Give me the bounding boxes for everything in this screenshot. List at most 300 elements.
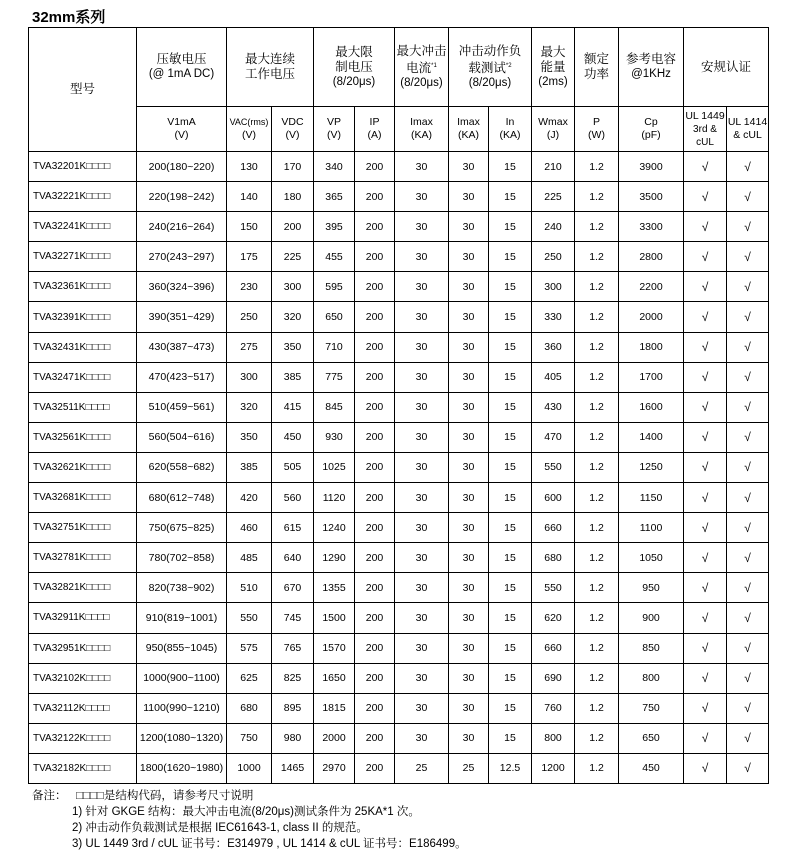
cell-cp: 1100 xyxy=(619,513,684,543)
cell-vac: 625 xyxy=(227,663,272,693)
cell-wmax: 210 xyxy=(532,152,575,182)
cell-imax: 30 xyxy=(395,242,449,272)
cell-wmax: 430 xyxy=(532,392,575,422)
cell-ul1414: √ xyxy=(727,693,769,723)
header-max-energy: 最大能量 (2ms) xyxy=(532,28,575,107)
cell-vp: 710 xyxy=(314,332,355,362)
cell-vdc: 670 xyxy=(272,573,314,603)
cell-ul1449: √ xyxy=(684,483,727,513)
cell-in: 15 xyxy=(489,272,532,302)
cell-ip: 200 xyxy=(355,573,395,603)
cell-ip: 200 xyxy=(355,753,395,783)
cell-p: 1.2 xyxy=(575,452,619,482)
cell-vp: 1815 xyxy=(314,693,355,723)
cell-imax-impulse: 30 xyxy=(449,392,489,422)
cell-in: 15 xyxy=(489,242,532,272)
cell-wmax: 330 xyxy=(532,302,575,332)
cell-vdc: 415 xyxy=(272,392,314,422)
cell-wmax: 405 xyxy=(532,362,575,392)
cell-in: 15 xyxy=(489,452,532,482)
cell-in: 15 xyxy=(489,362,532,392)
cell-cp: 2000 xyxy=(619,302,684,332)
table-row xyxy=(29,633,769,663)
cell-varistor-voltage: 1800(1620~1980) xyxy=(137,753,227,783)
cell-ul1414: √ xyxy=(727,663,769,693)
cell-vac: 510 xyxy=(227,573,272,603)
table-row xyxy=(29,392,769,422)
cell-ul1414: √ xyxy=(727,753,769,783)
cell-imax: 30 xyxy=(395,452,449,482)
cell-varistor-voltage: 390(351~429) xyxy=(137,302,227,332)
cell-vdc: 640 xyxy=(272,543,314,573)
cell-varistor-voltage: 680(612~748) xyxy=(137,483,227,513)
subheader-ul1414: UL 1414 & cUL xyxy=(727,107,769,152)
table-row xyxy=(29,242,769,272)
subheader-imax: Imax (KA) xyxy=(395,107,449,152)
cell-vac: 350 xyxy=(227,422,272,452)
cell-ul1449: √ xyxy=(684,422,727,452)
cell-wmax: 250 xyxy=(532,242,575,272)
cell-cp: 3900 xyxy=(619,152,684,182)
header-max-continuous-voltage: 最大连续工作电压 xyxy=(227,28,314,107)
cell-vac: 320 xyxy=(227,392,272,422)
page-title: 32mm系列 xyxy=(32,9,106,26)
table-row xyxy=(29,543,769,573)
cell-vp: 595 xyxy=(314,272,355,302)
cell-vac: 300 xyxy=(227,362,272,392)
cell-cp: 1800 xyxy=(619,332,684,362)
cell-vp: 775 xyxy=(314,362,355,392)
notes-line-0: 备注： □□□□是结构代码，请参考尺寸说明 xyxy=(32,790,254,802)
cell-cp: 900 xyxy=(619,603,684,633)
table-row xyxy=(29,212,769,242)
cell-imax: 30 xyxy=(395,362,449,392)
subheader-ul1449: UL 1449 3rd & cUL xyxy=(684,107,727,152)
spec-table xyxy=(28,27,769,784)
cell-imax: 30 xyxy=(395,603,449,633)
cell-vdc: 320 xyxy=(272,302,314,332)
header-max-surge-current: 最大冲击电流$^{*1}$ (8/20μs) xyxy=(395,28,449,107)
cell-imax-impulse: 30 xyxy=(449,212,489,242)
cell-vac: 1000 xyxy=(227,753,272,783)
cell-cp: 3500 xyxy=(619,182,684,212)
cell-ul1449: √ xyxy=(684,212,727,242)
cell-p: 1.2 xyxy=(575,483,619,513)
cell-varistor-voltage: 510(459~561) xyxy=(137,392,227,422)
cell-varistor-voltage: 200(180~220) xyxy=(137,152,227,182)
cell-imax-impulse: 30 xyxy=(449,663,489,693)
cell-vdc: 825 xyxy=(272,663,314,693)
cell-ul1449: √ xyxy=(684,362,727,392)
table-row xyxy=(29,452,769,482)
cell-vdc: 765 xyxy=(272,633,314,663)
cell-ul1414: √ xyxy=(727,633,769,663)
cell-p: 1.2 xyxy=(575,633,619,663)
cell-vac: 175 xyxy=(227,242,272,272)
cell-imax: 30 xyxy=(395,663,449,693)
cell-imax: 30 xyxy=(395,272,449,302)
subheader-vdc: VDC (V) xyxy=(272,107,314,152)
cell-imax-impulse: 30 xyxy=(449,362,489,392)
cell-vac: 485 xyxy=(227,543,272,573)
cell-ul1449: √ xyxy=(684,573,727,603)
cell-imax: 30 xyxy=(395,633,449,663)
cell-ul1414: √ xyxy=(727,513,769,543)
cell-ip: 200 xyxy=(355,332,395,362)
cell-varistor-voltage: 560(504~616) xyxy=(137,422,227,452)
cell-ip: 200 xyxy=(355,422,395,452)
cell-cp: 2800 xyxy=(619,242,684,272)
cell-ul1449: √ xyxy=(684,513,727,543)
subheader-wmax: Wmax (J) xyxy=(532,107,575,152)
cell-model: TVA32361K□□□□ xyxy=(29,272,137,302)
cell-cp: 1700 xyxy=(619,362,684,392)
cell-ul1414: √ xyxy=(727,332,769,362)
cell-model: TVA32511K□□□□ xyxy=(29,392,137,422)
cell-vp: 395 xyxy=(314,212,355,242)
cell-vp: 1120 xyxy=(314,483,355,513)
cell-ip: 200 xyxy=(355,452,395,482)
cell-ul1414: √ xyxy=(727,152,769,182)
cell-in: 15 xyxy=(489,422,532,452)
cell-ul1414: √ xyxy=(727,302,769,332)
cell-wmax: 225 xyxy=(532,182,575,212)
cell-imax: 30 xyxy=(395,483,449,513)
cell-model: TVA32221K□□□□ xyxy=(29,182,137,212)
cell-wmax: 660 xyxy=(532,633,575,663)
subheader-cp: Cp (pF) xyxy=(619,107,684,152)
cell-model: TVA32781K□□□□ xyxy=(29,543,137,573)
cell-vac: 385 xyxy=(227,452,272,482)
table-row xyxy=(29,182,769,212)
subheader-in: In (KA) xyxy=(489,107,532,152)
cell-vac: 420 xyxy=(227,483,272,513)
cell-vdc: 450 xyxy=(272,422,314,452)
cell-in: 15 xyxy=(489,603,532,633)
cell-vdc: 560 xyxy=(272,483,314,513)
cell-vp: 1500 xyxy=(314,603,355,633)
subheader-vac: VAC(rms) (V) xyxy=(227,107,272,152)
cell-vdc: 200 xyxy=(272,212,314,242)
cell-imax: 25 xyxy=(395,753,449,783)
cell-imax-impulse: 30 xyxy=(449,332,489,362)
cell-ip: 200 xyxy=(355,302,395,332)
table-row xyxy=(29,663,769,693)
cell-cp: 1600 xyxy=(619,392,684,422)
cell-vdc: 895 xyxy=(272,693,314,723)
cell-ul1414: √ xyxy=(727,483,769,513)
cell-imax-impulse: 30 xyxy=(449,633,489,663)
cell-imax-impulse: 30 xyxy=(449,693,489,723)
cell-vac: 130 xyxy=(227,152,272,182)
cell-vp: 340 xyxy=(314,152,355,182)
notes-line-1: 1) 针对 GKGE 结构：最大冲击电流(8/20μs)测试条件为 25KA*1 次。 xyxy=(72,806,420,818)
cell-cp: 1400 xyxy=(619,422,684,452)
cell-vp: 650 xyxy=(314,302,355,332)
cell-p: 1.2 xyxy=(575,272,619,302)
cell-in: 15 xyxy=(489,332,532,362)
table-row xyxy=(29,362,769,392)
cell-varistor-voltage: 620(558~682) xyxy=(137,452,227,482)
cell-varistor-voltage: 270(243~297) xyxy=(137,242,227,272)
cell-wmax: 360 xyxy=(532,332,575,362)
cell-ul1449: √ xyxy=(684,693,727,723)
cell-model: TVA32431K□□□□ xyxy=(29,332,137,362)
cell-p: 1.2 xyxy=(575,573,619,603)
cell-ul1449: √ xyxy=(684,723,727,753)
cell-ip: 200 xyxy=(355,513,395,543)
cell-in: 12.5 xyxy=(489,753,532,783)
cell-p: 1.2 xyxy=(575,392,619,422)
cell-model: TVA32621K□□□□ xyxy=(29,452,137,482)
cell-imax: 30 xyxy=(395,212,449,242)
cell-imax: 30 xyxy=(395,723,449,753)
cell-ul1414: √ xyxy=(727,723,769,753)
cell-imax: 30 xyxy=(395,392,449,422)
cell-ul1414: √ xyxy=(727,362,769,392)
header-capacitance: 参考电容 @1KHz xyxy=(619,28,684,107)
cell-imax: 30 xyxy=(395,332,449,362)
cell-ul1449: √ xyxy=(684,182,727,212)
cell-varistor-voltage: 430(387~473) xyxy=(137,332,227,362)
cell-model: TVA32122K□□□□ xyxy=(29,723,137,753)
cell-p: 1.2 xyxy=(575,663,619,693)
cell-ip: 200 xyxy=(355,242,395,272)
cell-model: TVA32241K□□□□ xyxy=(29,212,137,242)
cell-varistor-voltage: 750(675~825) xyxy=(137,513,227,543)
cell-p: 1.2 xyxy=(575,302,619,332)
cell-ip: 200 xyxy=(355,272,395,302)
cell-in: 15 xyxy=(489,693,532,723)
subheader-ip: IP (A) xyxy=(355,107,395,152)
cell-imax-impulse: 30 xyxy=(449,152,489,182)
subheader-vp: VP (V) xyxy=(314,107,355,152)
cell-p: 1.2 xyxy=(575,753,619,783)
cell-model: TVA32182K□□□□ xyxy=(29,753,137,783)
cell-ip: 200 xyxy=(355,663,395,693)
table-row xyxy=(29,332,769,362)
cell-imax-impulse: 30 xyxy=(449,422,489,452)
cell-vp: 1355 xyxy=(314,573,355,603)
cell-cp: 950 xyxy=(619,573,684,603)
cell-ul1414: √ xyxy=(727,543,769,573)
cell-vdc: 615 xyxy=(272,513,314,543)
cell-in: 15 xyxy=(489,302,532,332)
cell-vp: 1650 xyxy=(314,663,355,693)
cell-vp: 2000 xyxy=(314,723,355,753)
cell-in: 15 xyxy=(489,633,532,663)
cell-p: 1.2 xyxy=(575,212,619,242)
cell-imax-impulse: 30 xyxy=(449,452,489,482)
table-row xyxy=(29,723,769,753)
cell-ip: 200 xyxy=(355,543,395,573)
cell-model: TVA32102K□□□□ xyxy=(29,663,137,693)
cell-imax-impulse: 30 xyxy=(449,182,489,212)
cell-wmax: 240 xyxy=(532,212,575,242)
cell-imax: 30 xyxy=(395,422,449,452)
table-body xyxy=(29,152,769,784)
table-row xyxy=(29,513,769,543)
cell-p: 1.2 xyxy=(575,422,619,452)
cell-cp: 2200 xyxy=(619,272,684,302)
cell-varistor-voltage: 470(423~517) xyxy=(137,362,227,392)
cell-p: 1.2 xyxy=(575,513,619,543)
cell-wmax: 800 xyxy=(532,723,575,753)
cell-ip: 200 xyxy=(355,362,395,392)
cell-ul1414: √ xyxy=(727,392,769,422)
cell-model: TVA32471K□□□□ xyxy=(29,362,137,392)
cell-varistor-voltage: 1200(1080~1320) xyxy=(137,723,227,753)
cell-in: 15 xyxy=(489,663,532,693)
cell-in: 15 xyxy=(489,483,532,513)
cell-imax: 30 xyxy=(395,543,449,573)
cell-imax-impulse: 30 xyxy=(449,302,489,332)
header-rated-power: 额定功率 xyxy=(575,28,619,107)
cell-imax-impulse: 30 xyxy=(449,543,489,573)
cell-varistor-voltage: 910(819~1001) xyxy=(137,603,227,633)
cell-ul1449: √ xyxy=(684,272,727,302)
cell-model: TVA32951K□□□□ xyxy=(29,633,137,663)
cell-p: 1.2 xyxy=(575,723,619,753)
cell-ul1449: √ xyxy=(684,452,727,482)
cell-model: TVA32911K□□□□ xyxy=(29,603,137,633)
cell-in: 15 xyxy=(489,212,532,242)
cell-imax-impulse: 30 xyxy=(449,483,489,513)
cell-in: 15 xyxy=(489,513,532,543)
cell-ul1449: √ xyxy=(684,663,727,693)
cell-cp: 3300 xyxy=(619,212,684,242)
cell-vdc: 170 xyxy=(272,152,314,182)
header-safety: 安规认证 xyxy=(684,28,769,107)
cell-wmax: 600 xyxy=(532,483,575,513)
cell-varistor-voltage: 950(855~1045) xyxy=(137,633,227,663)
cell-imax-impulse: 30 xyxy=(449,723,489,753)
cell-vdc: 505 xyxy=(272,452,314,482)
cell-ul1414: √ xyxy=(727,573,769,603)
table-row xyxy=(29,753,769,783)
cell-ul1414: √ xyxy=(727,242,769,272)
table-row xyxy=(29,422,769,452)
cell-vdc: 300 xyxy=(272,272,314,302)
cell-p: 1.2 xyxy=(575,543,619,573)
cell-p: 1.2 xyxy=(575,182,619,212)
cell-ul1414: √ xyxy=(727,603,769,633)
cell-cp: 800 xyxy=(619,663,684,693)
cell-vac: 460 xyxy=(227,513,272,543)
cell-cp: 1050 xyxy=(619,543,684,573)
cell-ul1449: √ xyxy=(684,152,727,182)
cell-ip: 200 xyxy=(355,392,395,422)
table-row xyxy=(29,603,769,633)
cell-vp: 1290 xyxy=(314,543,355,573)
cell-ul1449: √ xyxy=(684,603,727,633)
cell-varistor-voltage: 820(738~902) xyxy=(137,573,227,603)
cell-model: TVA32751K□□□□ xyxy=(29,513,137,543)
cell-imax: 30 xyxy=(395,573,449,603)
cell-varistor-voltage: 1100(990~1210) xyxy=(137,693,227,723)
cell-ul1449: √ xyxy=(684,242,727,272)
cell-ul1449: √ xyxy=(684,332,727,362)
cell-vdc: 745 xyxy=(272,603,314,633)
header-varistor-voltage: 压敏电压 (@ 1mA DC) xyxy=(137,28,227,107)
cell-vp: 455 xyxy=(314,242,355,272)
cell-imax-impulse: 30 xyxy=(449,242,489,272)
cell-in: 15 xyxy=(489,543,532,573)
cell-cp: 850 xyxy=(619,633,684,663)
cell-ip: 200 xyxy=(355,152,395,182)
cell-ul1449: √ xyxy=(684,753,727,783)
cell-vac: 680 xyxy=(227,693,272,723)
cell-ip: 200 xyxy=(355,723,395,753)
cell-vp: 1025 xyxy=(314,452,355,482)
cell-imax: 30 xyxy=(395,302,449,332)
cell-in: 15 xyxy=(489,573,532,603)
cell-ul1449: √ xyxy=(684,633,727,663)
cell-model: TVA32821K□□□□ xyxy=(29,573,137,603)
cell-wmax: 690 xyxy=(532,663,575,693)
cell-wmax: 470 xyxy=(532,422,575,452)
cell-vp: 1240 xyxy=(314,513,355,543)
cell-wmax: 300 xyxy=(532,272,575,302)
cell-varistor-voltage: 780(702~858) xyxy=(137,543,227,573)
cell-ip: 200 xyxy=(355,212,395,242)
cell-wmax: 760 xyxy=(532,693,575,723)
table-row xyxy=(29,573,769,603)
cell-model: TVA32681K□□□□ xyxy=(29,483,137,513)
cell-p: 1.2 xyxy=(575,693,619,723)
cell-model: TVA32271K□□□□ xyxy=(29,242,137,272)
cell-imax-impulse: 30 xyxy=(449,573,489,603)
cell-ul1449: √ xyxy=(684,302,727,332)
subheader-v1ma: V1mA (V) xyxy=(137,107,227,152)
cell-ip: 200 xyxy=(355,483,395,513)
cell-ul1449: √ xyxy=(684,543,727,573)
cell-vac: 575 xyxy=(227,633,272,663)
cell-wmax: 550 xyxy=(532,452,575,482)
cell-in: 15 xyxy=(489,152,532,182)
header-max-clamping-voltage: 最大限制电压 (8/20μs) xyxy=(314,28,395,107)
cell-p: 1.2 xyxy=(575,362,619,392)
cell-ul1414: √ xyxy=(727,272,769,302)
cell-model: TVA32201K□□□□ xyxy=(29,152,137,182)
cell-vac: 550 xyxy=(227,603,272,633)
notes-line-2: 2) 冲击动作负载测试是根据 IEC61643-1, class II 的规范。 xyxy=(72,822,368,834)
cell-imax-impulse: 30 xyxy=(449,272,489,302)
cell-vdc: 225 xyxy=(272,242,314,272)
cell-in: 15 xyxy=(489,723,532,753)
cell-wmax: 620 xyxy=(532,603,575,633)
cell-ul1414: √ xyxy=(727,452,769,482)
header-impulse-test: 冲击动作负载测试$^{*2}$ (8/20μs) xyxy=(449,28,532,107)
table-row xyxy=(29,152,769,182)
cell-ip: 200 xyxy=(355,693,395,723)
cell-cp: 450 xyxy=(619,753,684,783)
cell-vac: 750 xyxy=(227,723,272,753)
cell-vp: 365 xyxy=(314,182,355,212)
cell-ul1449: √ xyxy=(684,392,727,422)
cell-vdc: 180 xyxy=(272,182,314,212)
cell-model: TVA32391K□□□□ xyxy=(29,302,137,332)
cell-varistor-voltage: 1000(900~1100) xyxy=(137,663,227,693)
cell-varistor-voltage: 220(198~242) xyxy=(137,182,227,212)
cell-varistor-voltage: 240(216~264) xyxy=(137,212,227,242)
header-model: 型号 xyxy=(29,28,137,152)
cell-ip: 200 xyxy=(355,603,395,633)
cell-vac: 140 xyxy=(227,182,272,212)
cell-wmax: 1200 xyxy=(532,753,575,783)
cell-vac: 150 xyxy=(227,212,272,242)
cell-ul1414: √ xyxy=(727,422,769,452)
